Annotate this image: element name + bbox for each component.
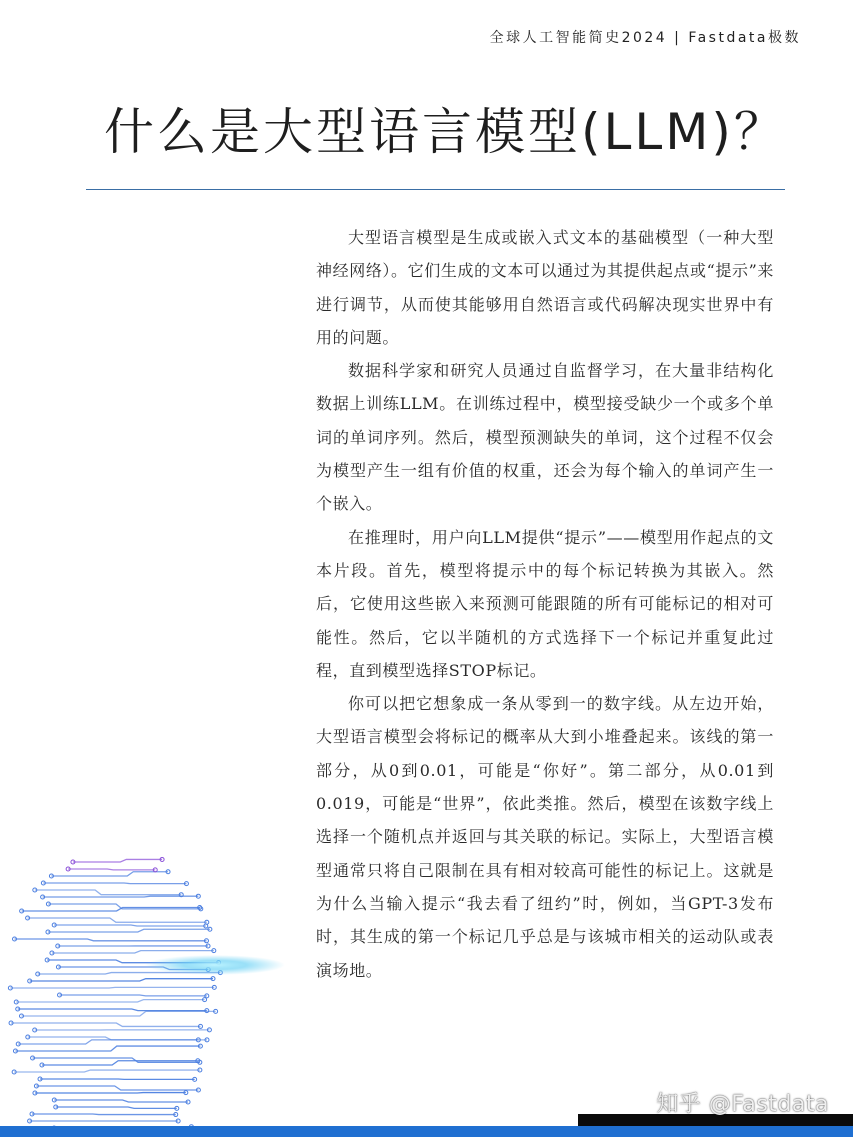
paragraph: 大型语言模型是生成或嵌入式文本的基础模型（一种大型神经网络）。它们生成的文本可以通过为其提供起点或“提示”来进行调节，从而使其能够用自然语言或代码解决现实世界中有用的问题。 <box>316 228 774 347</box>
circuit-trace <box>35 890 181 895</box>
circuit-trace <box>16 1000 204 1002</box>
header-label: 全球人工智能简史2024 | Fastdata极数 <box>489 30 801 46</box>
circuit-trace <box>60 995 207 996</box>
circuit-trace <box>68 869 155 870</box>
circuit-trace <box>48 929 210 932</box>
circuit-trace <box>43 896 199 897</box>
paragraph: 在推理时，用户向LLM提供“提示”——模型用作起点的文本片段。首先，模型将提示中的每个标记转换为其嵌入。然后，它使用这些嵌入来预测可能跟随的所有可能标记的相对可能性。然后，它以半随机的方式选择下一个标记并重复此过程，直到模型选择STOP标记。 <box>316 527 774 680</box>
circuit-trace <box>52 951 214 953</box>
paragraph: 数据科学家和研究人员通过自监督学习，在大量非结构化数据上训练LLM。在训练过程中，模型接受缺少一个或多个单词的单词序列。然后，模型预测缺失的单词，这个过程不仅会为模型产生一组有价值的权重，还会为每个输入的单词产生一个嵌入。 <box>316 361 774 514</box>
circuit-trace <box>43 883 186 884</box>
circuit-trace <box>21 1011 215 1016</box>
ai-head-circuit-illustration <box>0 850 300 1137</box>
circuit-trace <box>14 1070 200 1072</box>
circuit-trace <box>18 1009 207 1011</box>
circuit-trace <box>32 1114 176 1115</box>
page-title: 什么是大型语言模型(LLM)？ <box>104 103 787 161</box>
circuit-trace <box>30 979 213 981</box>
paragraph: 你可以把它想象成一条从零到一的数字线。从左边开始，大型语言模型会将标记的概率从大到小堆叠起来。该线的第一部分，从0到0.01，可能是“你好”。第二部分，从0.01到0.019，可能是“世界”，依此类推。然后，模型在该数字线上选择一个随机点并返回与其关联的标记。实际上，大型语言模型通常只将自己限制在具有相对较高可能性的标记上。这就是为什么当输入提示“我去看了纽约”时，例如，当GPT-3发布时，其生成的第一个标记几乎总是与该城市相关的运动队或表演场地。 <box>316 694 774 980</box>
circuit-trace <box>18 1040 198 1044</box>
circuit-trace <box>51 872 168 876</box>
watermark: 知乎 @Fastdata <box>656 1092 829 1117</box>
circuit-trace <box>56 1107 177 1108</box>
circuit-trace <box>36 1086 198 1090</box>
circuit-trace <box>15 1046 200 1051</box>
title-divider <box>86 189 785 190</box>
circuit-trace <box>54 1100 188 1102</box>
article-body <box>316 221 774 987</box>
circuit-trace <box>54 925 206 926</box>
circuit-trace <box>11 1023 200 1026</box>
circuit-trace <box>73 859 162 862</box>
bottom-blue-bar <box>0 1126 853 1137</box>
circuit-trace <box>15 939 207 941</box>
circuit-trace <box>10 987 214 988</box>
circuit-trace <box>28 918 207 922</box>
